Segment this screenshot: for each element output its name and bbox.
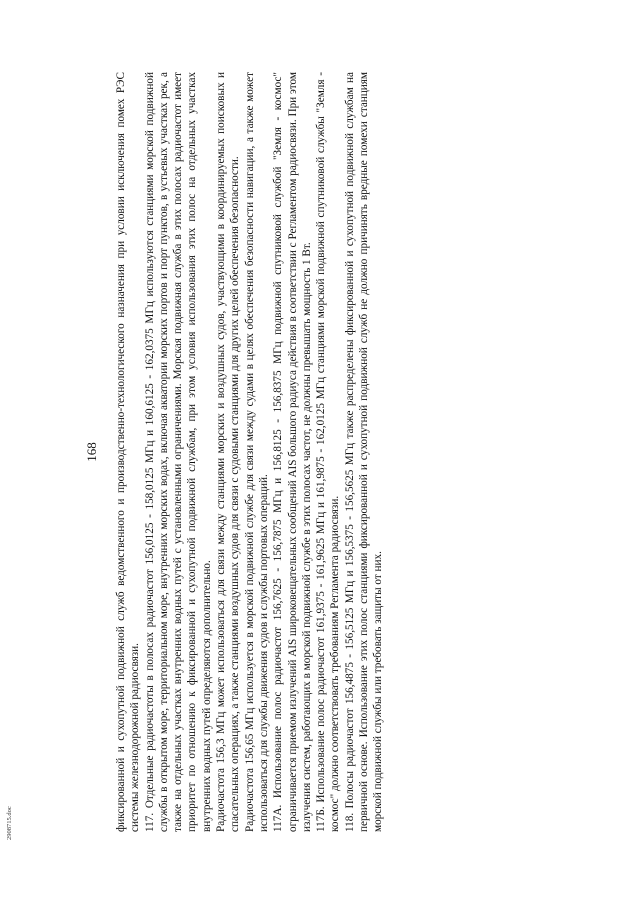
paragraph: 118. Полосы радиочастот 156,4875 - 156,5125 МГц и 156,5375 - 156,5625 МГц также распределены фиксированной и сухопутной подвижной службам на первичной основе. Использование этих полос станциями фиксированной и сухопутной подвижной служб не должно причинять вредные помехи станциям морской подвижной службы или требовать защиты от них. — [343, 72, 385, 832]
page-number: 168 — [84, 442, 99, 462]
paragraph: Радиочастота 156,3 МГц может использоваться для связи между станциями морских и воздушных судов, участвующими в координируемых поисковых и спасательных операциях, а также станциями воздушных судов для связи с судовыми станциями для других целей обеспечения безопасности. — [215, 72, 242, 832]
rotated-page-content — [80, 72, 560, 832]
paragraph: фиксированной и сухопутной подвижной служб ведомственного и производственно-технологического назначения при условии исключения помех РЭС системы железнодорожной радиосвязи. — [115, 72, 142, 832]
document-filename: 2908715.doc — [6, 806, 13, 840]
paragraph: 117. Отдельные радиочастоты в полосах радиочастот 156,0125 - 158,0125 МГц и 160,6125 - 162,0375 МГц используются станциями морской подвижной службы в открытом море, территориальном море, внутренних морских водах, включая акватории морских портов и порт пунктов, в устьевых участках рек, а также на отдельных участках внутренних водных путей с установленными ограничениями. Морская подвижная служба в этих полосах радиочастот имеет приоритет по отношению к фиксированной и сухопутной подвижной службам, при этом условия использования этих полос на отдельных участках внутренних водных путей определяются дополнительно. — [143, 72, 213, 832]
paragraph: Радиочастота 156,65 МГц используется в морской подвижной службе для связи между судами в целях обеспечения безопасности навигации, а также может использоваться для службы движения судов и службы портовых операций. — [243, 72, 270, 832]
body-text — [114, 72, 386, 832]
paragraph: 117Б. Использование полос радиочастот 161,9375 - 161,9625 МГц и 161,9875 - 162,0125 МГц станциями морской подвижной спутниковой службы "Земля - космос" должно соответствовать требованиям Регламента радиосвязи. — [315, 72, 342, 832]
paragraph: 117А. Использование полос радиочастот 156,7625 - 156,7875 МГц и 156,8125 - 156,8375 МГц подвижной спутниковой службой "Земля - космос" ограничивается приемом излучений AIS широковещательных сообщений AIS большого радиуса действия в соответствии с Регламентом радиосвязи. При этом излучения систем, работающих в морской подвижной службе в этих полосах частот, не должны превышать мощность 1 Вт. — [272, 72, 313, 832]
